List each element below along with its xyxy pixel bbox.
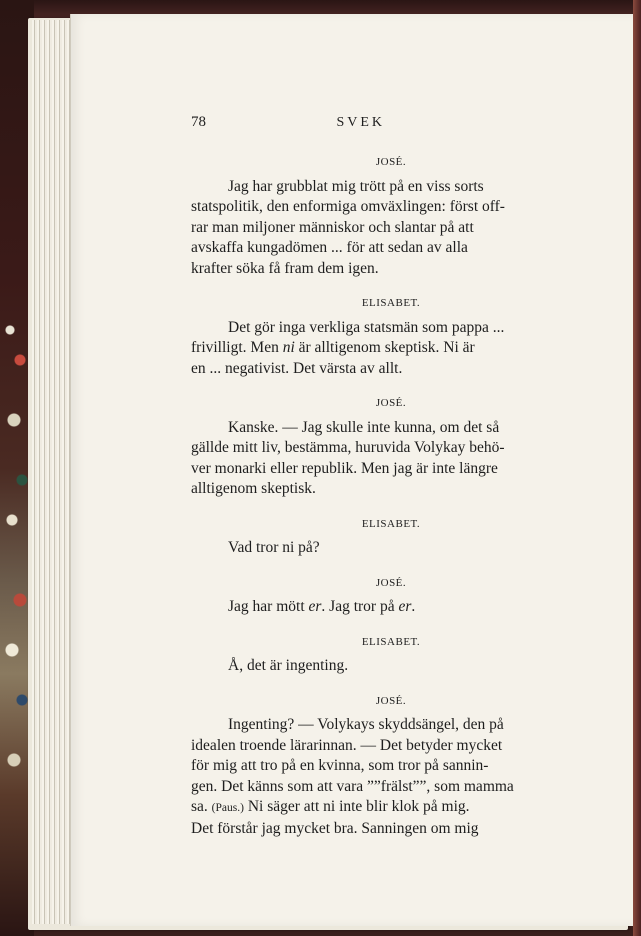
speech-line: för mig att tro på en kvinna, som tror på sannin- xyxy=(191,757,489,774)
speech-line: avskaffa kungadömen ... för att sedan av alla xyxy=(191,239,468,256)
speaker-name: JOSÉ. xyxy=(375,397,407,409)
speech-line xyxy=(191,338,571,359)
speech-line: krafter söka få fram dem igen. xyxy=(191,259,379,277)
speech-block xyxy=(191,715,571,839)
speech-line xyxy=(191,797,571,819)
speech-fragment: Jag har mött xyxy=(228,598,305,615)
page-number: 78 xyxy=(191,114,206,130)
speaker-name: ELISABET. xyxy=(361,297,421,309)
emphasis: er xyxy=(398,598,412,615)
speaker-name: ELISABET. xyxy=(361,517,421,530)
speech-line: Vad tror ni på? xyxy=(228,539,320,556)
speech-line: gällde mitt liv, bestämma, huruvida Volykay behö- xyxy=(191,439,505,456)
speech-line xyxy=(191,597,571,618)
speech-line: Ingenting? — Volykays skyddsängel, den på xyxy=(228,716,504,733)
speech-line: Det förstår jag mycket bra. Sanningen om mig xyxy=(191,819,479,837)
speech-line: Kanske. — Jag skulle inte kunna, om det så xyxy=(228,418,500,436)
speech-line: ver monarki eller republik. Men jag är inte längre xyxy=(191,459,498,477)
speech-fragment: Ni säger att ni inte blir klok på mig. xyxy=(247,798,470,815)
speech-fragment: frivilligt. Men xyxy=(191,339,279,356)
speech-block xyxy=(191,656,571,677)
speech-fragment: . xyxy=(411,598,416,615)
speech-fragment: sa. xyxy=(191,798,208,815)
speaker-name: ELISABET. xyxy=(361,635,421,648)
speech-block xyxy=(191,177,571,280)
speech-block xyxy=(191,418,571,500)
speech-fragment: . Jag tror på xyxy=(321,598,395,615)
emphasis: er xyxy=(308,598,322,615)
page-text xyxy=(191,112,571,839)
running-title: SVEK xyxy=(336,115,385,130)
speaker-name: JOSÉ. xyxy=(375,576,407,589)
speech-line: en ... negativist. Det värsta av allt. xyxy=(191,359,403,377)
speech-line: rar man miljoner människor och slantar på att xyxy=(191,218,474,236)
stage-direction: (Paus.) xyxy=(211,802,244,814)
speech-line: alltigenom skeptisk. xyxy=(191,480,316,497)
speaker-name: JOSÉ. xyxy=(375,156,407,168)
emphasis: ni xyxy=(282,339,295,356)
speech-line: Det gör inga verkliga statsmän som pappa ... xyxy=(228,318,505,336)
speech-line: Jag har grubblat mig trött på en viss sorts xyxy=(228,177,484,195)
speech-fragment: är alltigenom skeptisk. Ni är xyxy=(298,339,475,356)
speaker-name: JOSÉ. xyxy=(375,694,407,707)
page-header xyxy=(191,112,571,134)
binding-right-edge xyxy=(633,0,641,936)
speech-block xyxy=(191,597,571,618)
speech-block xyxy=(191,318,571,380)
speech-line: Å, det är ingenting. xyxy=(228,657,349,674)
speech-line: statspolitik, den enformiga omväxlingen: först off- xyxy=(191,198,505,215)
speech-line: gen. Det känns som att vara ””frälst””, som mamma xyxy=(191,777,514,795)
speech-block xyxy=(191,538,571,559)
speech-line: idealen troende lärarinnan. — Det betyder mycket xyxy=(191,736,503,754)
